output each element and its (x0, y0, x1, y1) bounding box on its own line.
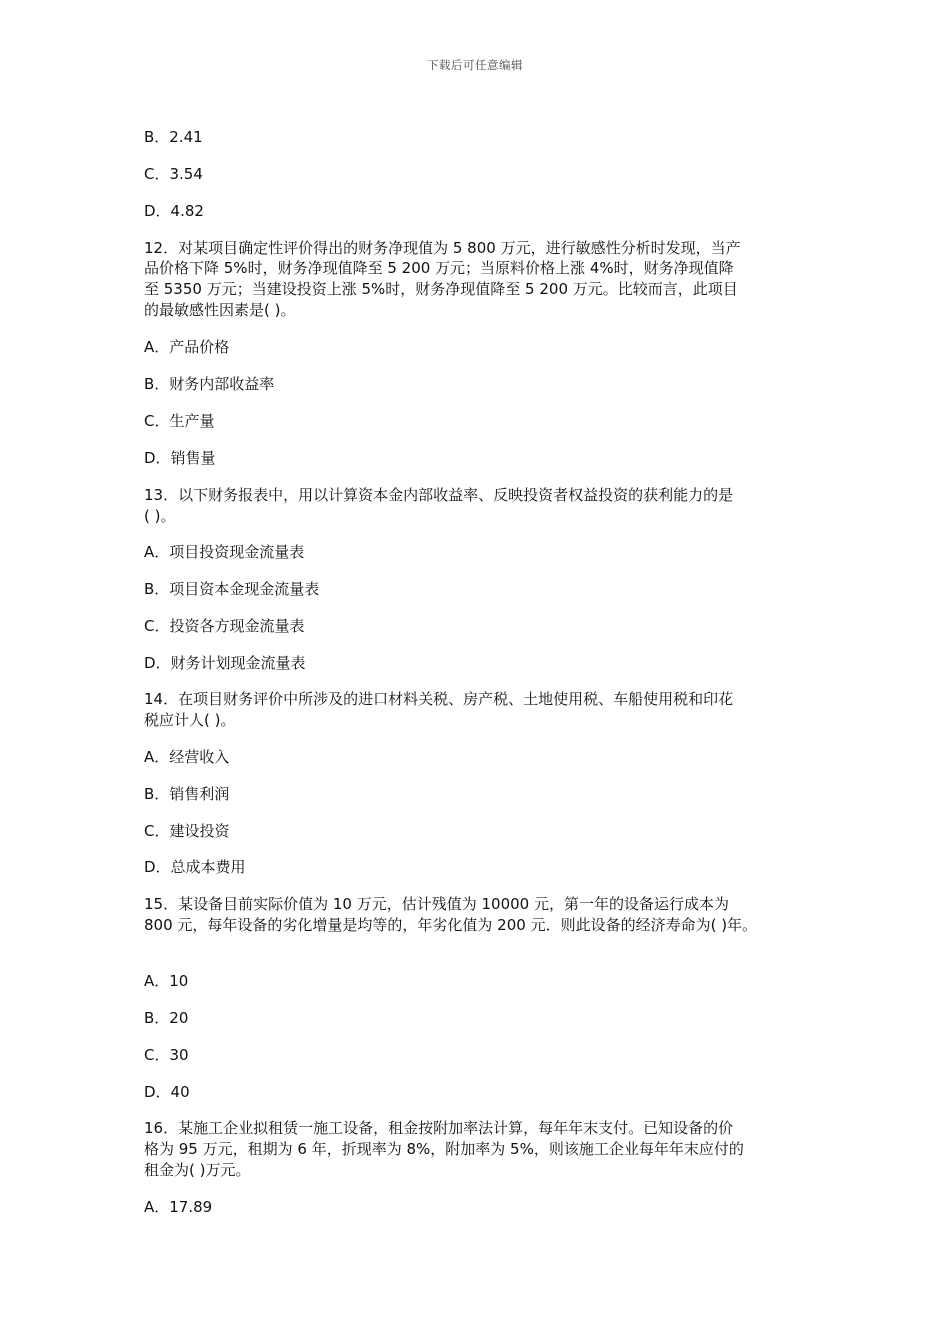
question-12-line-4: 的最敏感性因素是( )。 (144, 301, 296, 319)
question-15-line-2: 800 元，每年设备的劣化增量是均等的，年劣化值为 200 元．则此设备的经济寿命为( )年。 (144, 916, 758, 934)
question-14-line-1: 14．在项目财务评价中所涉及的进口材料关税、房产税、土地使用税、车船使用税和印花 (144, 690, 734, 708)
option-q15-a: A．10 (144, 972, 189, 990)
question-16-line-2: 格为 95 万元，租期为 6 年，折现率为 8%，附加率为 5%，则该施工企业每年年末应付的 (144, 1140, 744, 1158)
question-15-line-1: 15．某设备目前实际价值为 10 万元，估计残值为 10000 元，第一年的设备运行成本为 (144, 895, 729, 913)
option-q16-a: A．17.89 (144, 1198, 213, 1216)
question-12-line-3: 至 5350 万元；当建设投资上涨 5%时，财务净现值降至 5 200 万元。比较而言，此项目 (144, 280, 738, 298)
option-q13-d: D．财务计划现金流量表 (144, 654, 306, 672)
option-q12-d: D．销售量 (144, 449, 216, 467)
option-q11-c: C．3.54 (144, 165, 203, 183)
question-12-line-1: 12．对某项目确定性评价得出的财务净现值为 5 800 万元，进行敏感性分析时发现，当产 (144, 239, 741, 257)
option-q13-a: A．项目投资现金流量表 (144, 543, 305, 561)
question-12-line-2: 品价格下降 5%时，财务净现值降至 5 200 万元；当原料价格上涨 4%时，财务净现值降 (144, 259, 734, 277)
option-q14-a: A．经营收入 (144, 748, 230, 766)
option-q14-d: D．总成本费用 (144, 858, 246, 876)
option-q13-c: C．投资各方现金流量表 (144, 617, 305, 635)
question-16-line-1: 16．某施工企业拟租赁一施工设备，租金按附加率法计算，每年年末支付。已知设备的价 (144, 1119, 734, 1137)
question-13-line-1: 13．以下财务报表中，用以计算资本金内部收益率、反映投资者权益投资的获利能力的是 (144, 486, 734, 504)
option-q12-b: B．财务内部收益率 (144, 375, 275, 393)
option-q12-c: C．生产量 (144, 412, 215, 430)
option-q15-d: D．40 (144, 1083, 190, 1101)
option-q14-c: C．建设投资 (144, 822, 230, 840)
option-q11-d: D．4.82 (144, 202, 204, 220)
option-q15-c: C．30 (144, 1046, 189, 1064)
question-13-line-2: ( )。 (144, 507, 176, 525)
option-q14-b: B．销售利润 (144, 785, 230, 803)
option-q12-a: A．产品价格 (144, 338, 230, 356)
page-header-note: 下载后可任意编辑 (427, 58, 523, 72)
option-q11-b: B．2.41 (144, 128, 203, 146)
question-14-line-2: 税应计人( )。 (144, 711, 236, 729)
option-q15-b: B．20 (144, 1009, 189, 1027)
option-q13-b: B．项目资本金现金流量表 (144, 580, 320, 598)
question-16-line-3: 租金为( )万元。 (144, 1161, 251, 1179)
